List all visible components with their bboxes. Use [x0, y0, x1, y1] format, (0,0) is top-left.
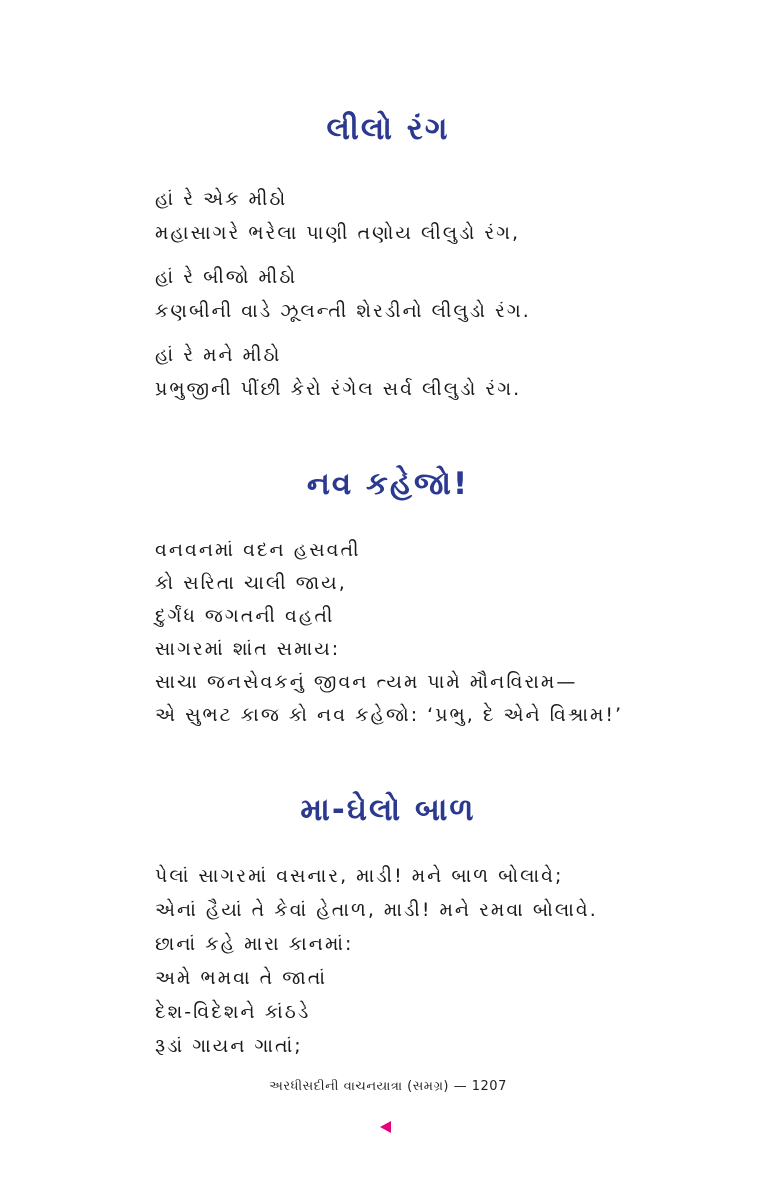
poem-title: મા-ઘેલો બાળ	[300, 792, 476, 828]
poem-line: પેલાં સાગરમાં વસનાર, માડી! મને બાળ બોલાવે;	[155, 865, 564, 887]
poem-body	[155, 534, 623, 732]
poem-line: રૂડાં ગાયન ગાતાં;	[155, 1035, 303, 1057]
poem-line: કણબીની વાડે ઝૂલન્તી શેરડીનો લીલુડો રંગ.	[155, 300, 531, 322]
poem-line: વનવનમાં વદન હસવતી	[155, 539, 361, 561]
page-footer: અરધીસદીની વાચનયાત્રા (સમગ્ર) — 1207	[269, 1079, 507, 1094]
poem-line: એનાં હૈયાં તે કેવાં હેતાળ, માડી! મને રમવા બોલાવે.	[155, 899, 598, 921]
poem-body	[155, 182, 531, 406]
poem-line: પ્રભુજીની પીંછી કેરો રંગેલ સર્વ લીલુડો રંગ.	[155, 378, 522, 400]
poem-line: દેશ-વિદેશને કાંઠડે	[155, 1001, 311, 1023]
poem-line: અમે ભમવા તે જાતાં	[155, 967, 328, 989]
poem-line: હાં રે એક મીઠો	[155, 188, 288, 210]
poem-line: એ સુભટ કાજ કો નવ કહેજો: ‘પ્રભુ, દે એને વિશ્રામ!’	[155, 704, 624, 726]
poem-line: હાં રે બીજો મીઠો	[155, 266, 298, 288]
poem-line: હાં રે મને મીઠો	[155, 344, 282, 366]
poem-line: કો સરિતા ચાલી જાય,	[155, 572, 347, 594]
poem-line: સાચા જનસેવકનું જીવન ત્યમ પામે મૌનવિરામ—	[155, 671, 578, 693]
poem-line: દુર્ગંધ જગતની વહતી	[155, 605, 335, 627]
poem-body	[155, 859, 598, 1063]
poem-title: લીલો રંગ	[326, 111, 450, 147]
poem-line: મહાસાગરે ભરેલા પાણી તણોય લીલુડો રંગ,	[155, 222, 521, 244]
triangle-left-icon[interactable]	[380, 1121, 391, 1133]
poem-line: છાનાં કહે મારા કાનમાં:	[155, 933, 354, 955]
poem-title: નવ કહેજો!	[306, 466, 470, 502]
poem-line: સાગરમાં શાંત સમાય:	[155, 638, 341, 660]
